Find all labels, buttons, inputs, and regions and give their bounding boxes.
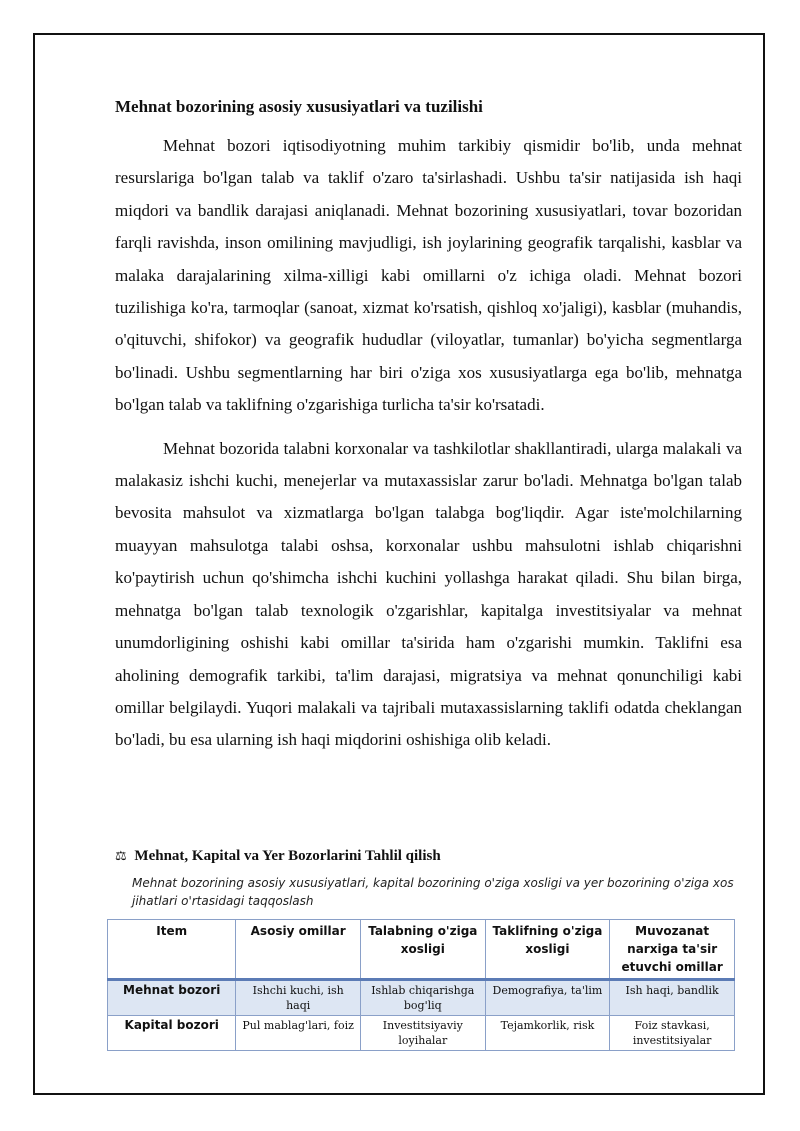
table-header-cell: Muvozanat narxiga ta'sir etuvchi omillar <box>610 920 735 980</box>
table-row <box>108 1016 735 1051</box>
table-header-cell: Item <box>108 920 236 980</box>
scale-icon: ⚖ <box>115 849 127 864</box>
table-cell: Pul mablag'lari, foiz <box>236 1016 361 1051</box>
section-title: Mehnat bozorining asosiy xususiyatlari va tuzilishi <box>115 97 483 116</box>
table-cell: Investitsiyaviy loyihalar <box>360 1016 485 1051</box>
table-cell: Ishchi kuchi, ish haqi <box>236 980 361 1016</box>
table-cell: Foiz stavkasi, investitsiyalar <box>610 1016 735 1051</box>
table-header-cell: Taklifning o'ziga xosligi <box>485 920 610 980</box>
table-header-cell: Talabning o'ziga xosligi <box>360 920 485 980</box>
table-cell: Tejamkorlik, risk <box>485 1016 610 1051</box>
table-heading <box>115 846 441 867</box>
comparison-table <box>107 919 735 1051</box>
document-body <box>115 96 742 768</box>
table-cell: Ish haqi, bandlik <box>610 980 735 1016</box>
table-header-row <box>108 920 735 980</box>
paragraph-2: Mehnat bozorida talabni korxonalar va tashkilotlar shakllantiradi, ularga malakali va malakasiz ishchi kuchi, menejerlar va mutaxassislar zarur bo'ladi. Mehnatga bo'lgan talab bevosita mahsulot va xizmatlarga bo'lgan talabga bog'liqdir. Agar iste'molchilarning muayyan mahsulotga talabi oshsa, korxonalar ushbu mahsulotni ishlab chiqarishni ko'paytirish uchun qo'shimcha ishchi kuchini yollashga harakat qiladi. Shu bilan birga, mehnatga bo'lgan talab texnologik o'zgarishlar, kapitalga investitsiyalar va mehnat unumdorligining oshishi kabi omillar ta'sirida ham o'zgarishi mumkin. Taklifni esa aholining demografik tarkibi, ta'lim darajasi, migratsiya va mehnat qonunchiligi kabi omillar belgilaydi. Yuqori malakali va tajribali mutaxassislarning taklifi odatda cheklangan bo'ladi, bu esa ularning ish haqi miqdorini oshishiga olib keladi. <box>115 438 742 750</box>
table-row-label: Mehnat bozori <box>108 980 236 1016</box>
paragraph-1: Mehnat bozori iqtisodiyotning muhim tarkibiy qismidir bo'lib, unda mehnat resurslariga bo'lgan talab va taklif o'zaro ta'sirlashadi. Ushbu ta'sir natijasida ish haqi miqdori va bandlik darajasi aniqlanadi. Mehnat bozorining xususiyatlari, tovar bozoridan farqli ravishda, inson omilining mavjudligi, ish joylarining geografik tarqalishi, kasblar va malaka darajalarining xilma-xilligi kabi omillarni o'z ichiga oladi. Mehnat bozori tuzilishiga ko'ra, tarmoqlar (sanoat, xizmat ko'rsatish, qishloq xo'jaligi), kasblar (muhandis, o'qituvchi, shifokor) va geografik hududlar (viloyatlar, tumanlar) bo'yicha segmentlarga bo'linadi. Ushbu segmentlarning har biri o'ziga xos xususiyatlarga ega bo'lib, mehnatga bo'lgan talab va taklifning o'zgarishiga turlicha ta'sir ko'rsatadi. <box>115 136 742 415</box>
table-header-cell: Asosiy omillar <box>236 920 361 980</box>
table-heading-text: Mehnat, Kapital va Yer Bozorlarini Tahlil qilish <box>134 848 441 864</box>
table-cell: Demografiya, ta'lim <box>485 980 610 1016</box>
table-row-label: Kapital bozori <box>108 1016 236 1051</box>
table-row <box>108 980 735 1016</box>
table-caption: Mehnat bozorining asosiy xususiyatlari, kapital bozorining o'ziga xosligi va yer bozorining o'ziga xos jihatlari o'rtasidagi taqqoslash <box>132 876 734 908</box>
table-cell: Ishlab chiqarishga bog'liq <box>360 980 485 1016</box>
